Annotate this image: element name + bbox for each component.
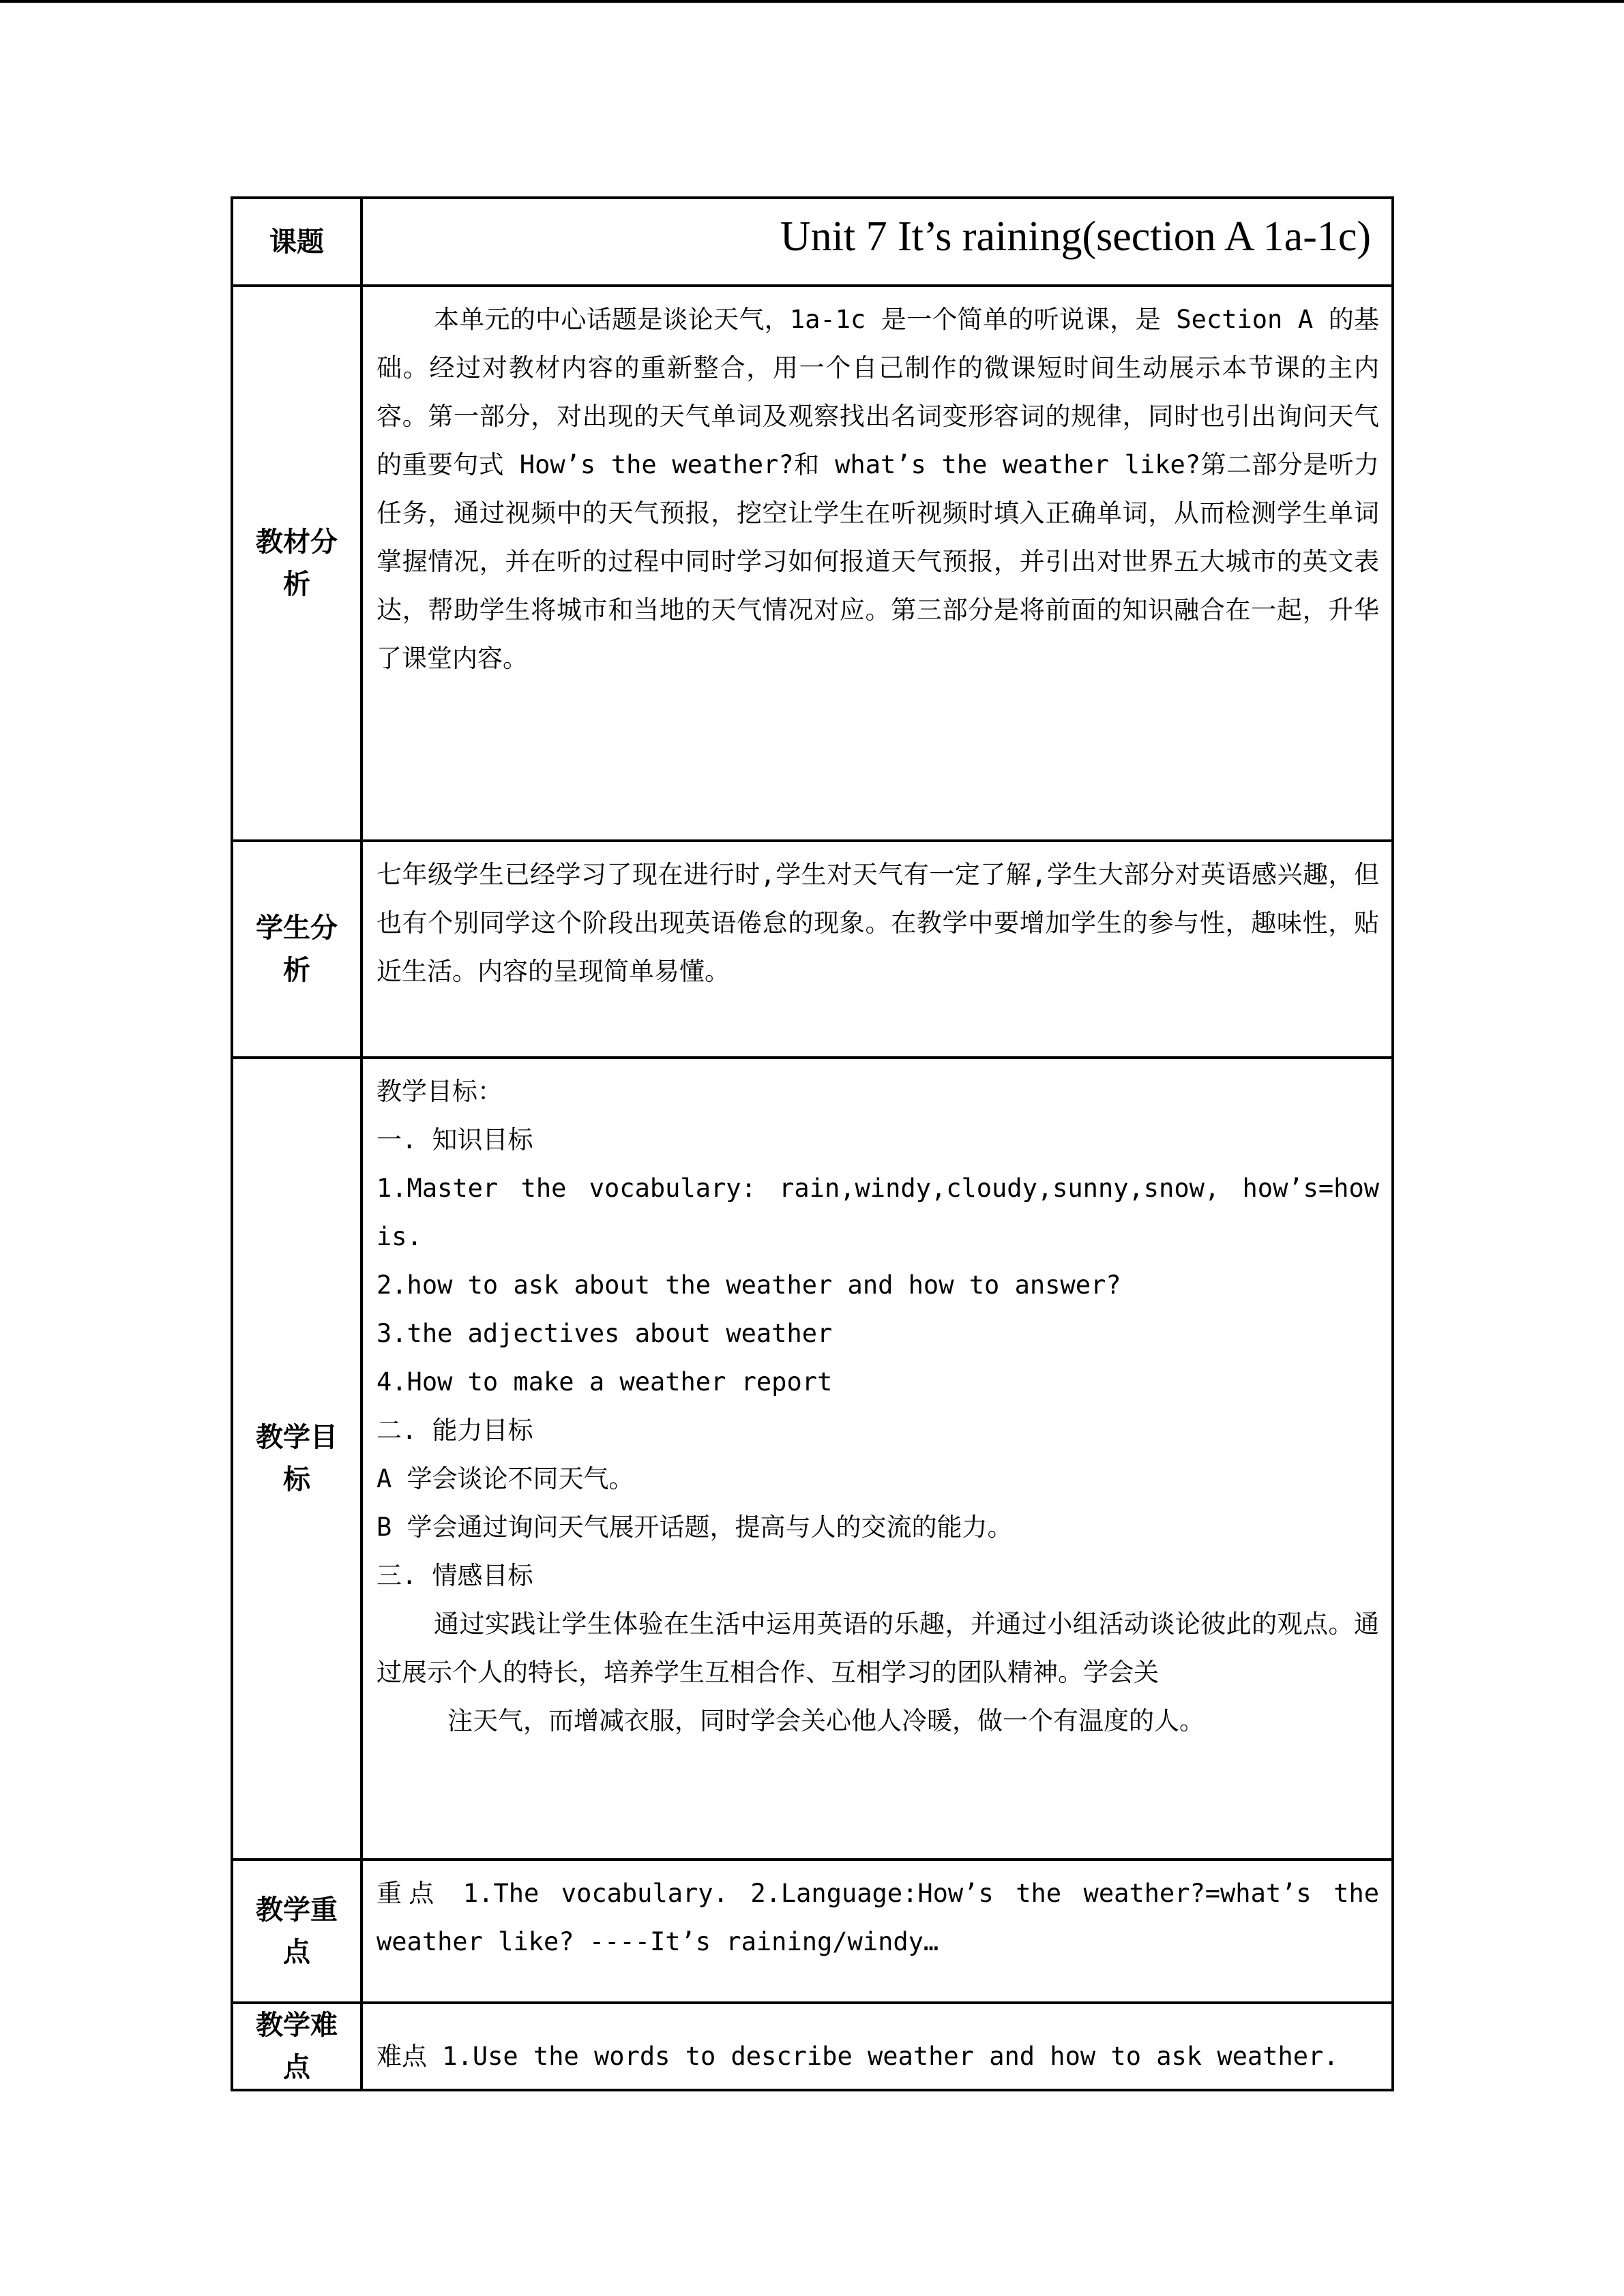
teaching-goals-label-line2: 标 — [283, 1464, 310, 1495]
ability-heading: 二. 能力目标 — [377, 1416, 533, 1445]
key-points-label-line1: 教学重 — [256, 1894, 338, 1926]
emotion-text: 通过实践让学生体验在生活中运用英语的乐趣，并通过小组活动谈论彼此的观点。通过展示个人的特长，培养学生互相合作、互相学习的团队精神。学会关 — [377, 1609, 1379, 1687]
difficult-points-label-line2: 点 — [283, 2052, 310, 2083]
emotion-text-continued: 注天气，而增减衣服，同时学会关心他人冷暖，做一个有温度的人。 — [447, 1706, 1205, 1735]
teaching-goals-content — [361, 1058, 1393, 1860]
goals-heading: 教学目标： — [377, 1077, 503, 1106]
difficult-points-content — [361, 2003, 1393, 2090]
material-analysis-label-line1: 教材分 — [256, 526, 338, 558]
title-row — [232, 198, 1393, 286]
key-points-text: 重点 1.The vocabulary. 2.Language:How’s the weather?=what’s the weather like? ----It’s raining/windy… — [377, 1879, 1379, 1956]
key-points-label-line2: 点 — [283, 1937, 310, 1968]
emotion-heading: 三. 情感目标 — [377, 1561, 533, 1590]
difficult-points-row — [232, 2003, 1393, 2090]
knowledge-heading: 一. 知识目标 — [377, 1125, 533, 1154]
page-top-border — [0, 0, 1624, 3]
material-analysis-label-line2: 析 — [283, 569, 310, 600]
key-points-content — [361, 1860, 1393, 2003]
lesson-title: Unit 7 It’s raining(section A 1a-1c) — [780, 213, 1371, 260]
student-analysis-text: 七年级学生已经学习了现在进行时,学生对天气有一定了解,学生大部分对英语感兴趣，但也有个别同学这个阶段出现英语倦怠的现象。在教学中要增加学生的参与性，趣味性，贴近生活。内容的呈现简单易懂。 — [377, 860, 1379, 986]
knowledge-item: 4.How to make a weather report — [377, 1367, 833, 1397]
lesson-plan-table — [231, 196, 1394, 2091]
material-analysis-text: 本单元的中心话题是谈论天气，1a-1c 是一个简单的听说课，是 Section A 的基础。经过对教材内容的重新整合，用一个自己制作的微课短时间生动展示本节课的主内容。第一部分，对出现的天气单词及观察找出名词变形容词的规律，同时也引出询问天气的重要句式 How’s the weather?和 what’s the weather like?第二部分是听力任务，通过视频中的天气预报，挖空让学生在听视频时填入正确单词，从而检测学生单词掌握情况，并在听的过程中同时学习如何报道天气预报，并引出对世界五大城市的英文表达，帮助学生将城市和当地的天气情况对应。第三部分是将前面的知识融合在一起，升华了课堂内容。 — [377, 305, 1379, 673]
student-analysis-label-line2: 析 — [283, 955, 310, 986]
key-points-label — [232, 1860, 361, 2003]
title-cell — [361, 198, 1393, 286]
material-analysis-label — [232, 286, 361, 841]
ability-item: A 学会谈论不同天气。 — [377, 1464, 634, 1493]
knowledge-item: 1.Master the vocabulary: rain,windy,cloudy,sunny,snow, how’s=how is. — [377, 1174, 1379, 1251]
material-analysis-content — [361, 286, 1393, 841]
material-analysis-row — [232, 286, 1393, 841]
difficult-points-label-line1: 教学难 — [256, 2010, 338, 2041]
title-label — [232, 198, 361, 286]
knowledge-item: 2.how to ask about the weather and how to answer? — [377, 1270, 1121, 1300]
key-points-row — [232, 1860, 1393, 2003]
student-analysis-content — [361, 841, 1393, 1058]
title-label-text: 课题 — [269, 226, 324, 258]
student-analysis-label — [232, 841, 361, 1058]
ability-item: B 学会通过询问天气展开话题，提高与人的交流的能力。 — [377, 1512, 1013, 1542]
student-analysis-label-line1: 学生分 — [256, 912, 338, 944]
difficult-points-text: 难点 1.Use the words to describe weather and how to ask weather. — [377, 2042, 1339, 2071]
teaching-goals-row — [232, 1058, 1393, 1860]
difficult-points-label — [232, 2003, 361, 2090]
knowledge-item: 3.the adjectives about weather — [377, 1319, 833, 1348]
teaching-goals-label — [232, 1058, 361, 1860]
teaching-goals-label-line1: 教学目 — [256, 1422, 338, 1453]
student-analysis-row — [232, 841, 1393, 1058]
